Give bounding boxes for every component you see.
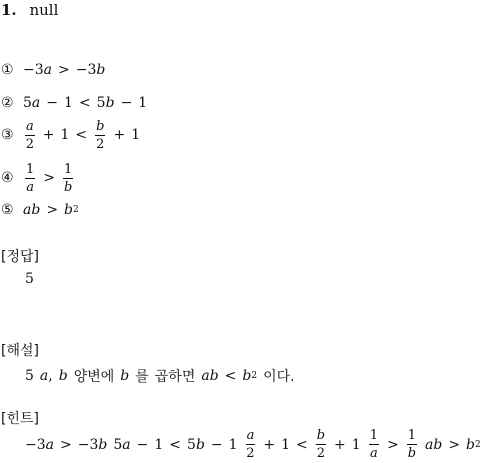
answer-value: 5 [25, 271, 34, 287]
choice-marker: ⑤ [1, 202, 14, 218]
answer-label: [정답] [1, 249, 39, 265]
choice-3[interactable] [1, 118, 140, 152]
question-header [1, 0, 58, 20]
choice-marker: ④ [1, 170, 14, 186]
choice-expression: ab > b 2 [23, 202, 79, 218]
question-text: null [29, 1, 59, 19]
explanation-label: [해설] [1, 343, 39, 359]
choice-expression: 5 a − 1 < 5 b − 1 [23, 95, 148, 111]
choice-1[interactable] [1, 53, 105, 87]
choice-expression: $\frac{a}{2}$ + 1 < $\frac{b}{2}$ + 1 [25, 118, 141, 152]
choice-2[interactable] [1, 86, 147, 120]
choice-marker: ③ [1, 127, 14, 143]
hint-label: [힌트] [1, 411, 39, 427]
choice-marker: ① [1, 62, 14, 78]
choice-marker: ② [1, 95, 14, 111]
choice-expression: $\frac{1}{a}$ > $\frac{1}{b}$ [26, 161, 73, 195]
question-number: 1. [1, 1, 17, 19]
hint-text: −3 a > −3 b 5 a − 1 < 5 b − 1 $\frac{a}{2}$ + 1 < $\frac{b}{2}$ + 1 $\frac{1}{a}$ > $\frac{1}{b}$ ab > b 2 [25, 428, 481, 461]
choice-4[interactable] [1, 161, 75, 195]
choice-5[interactable] [1, 193, 79, 227]
explanation-text: 5 a , b 양변에 b 를 곱하면 ab < b 2 이다. [25, 368, 295, 385]
choice-expression: −3 a > −3 b [23, 62, 106, 78]
